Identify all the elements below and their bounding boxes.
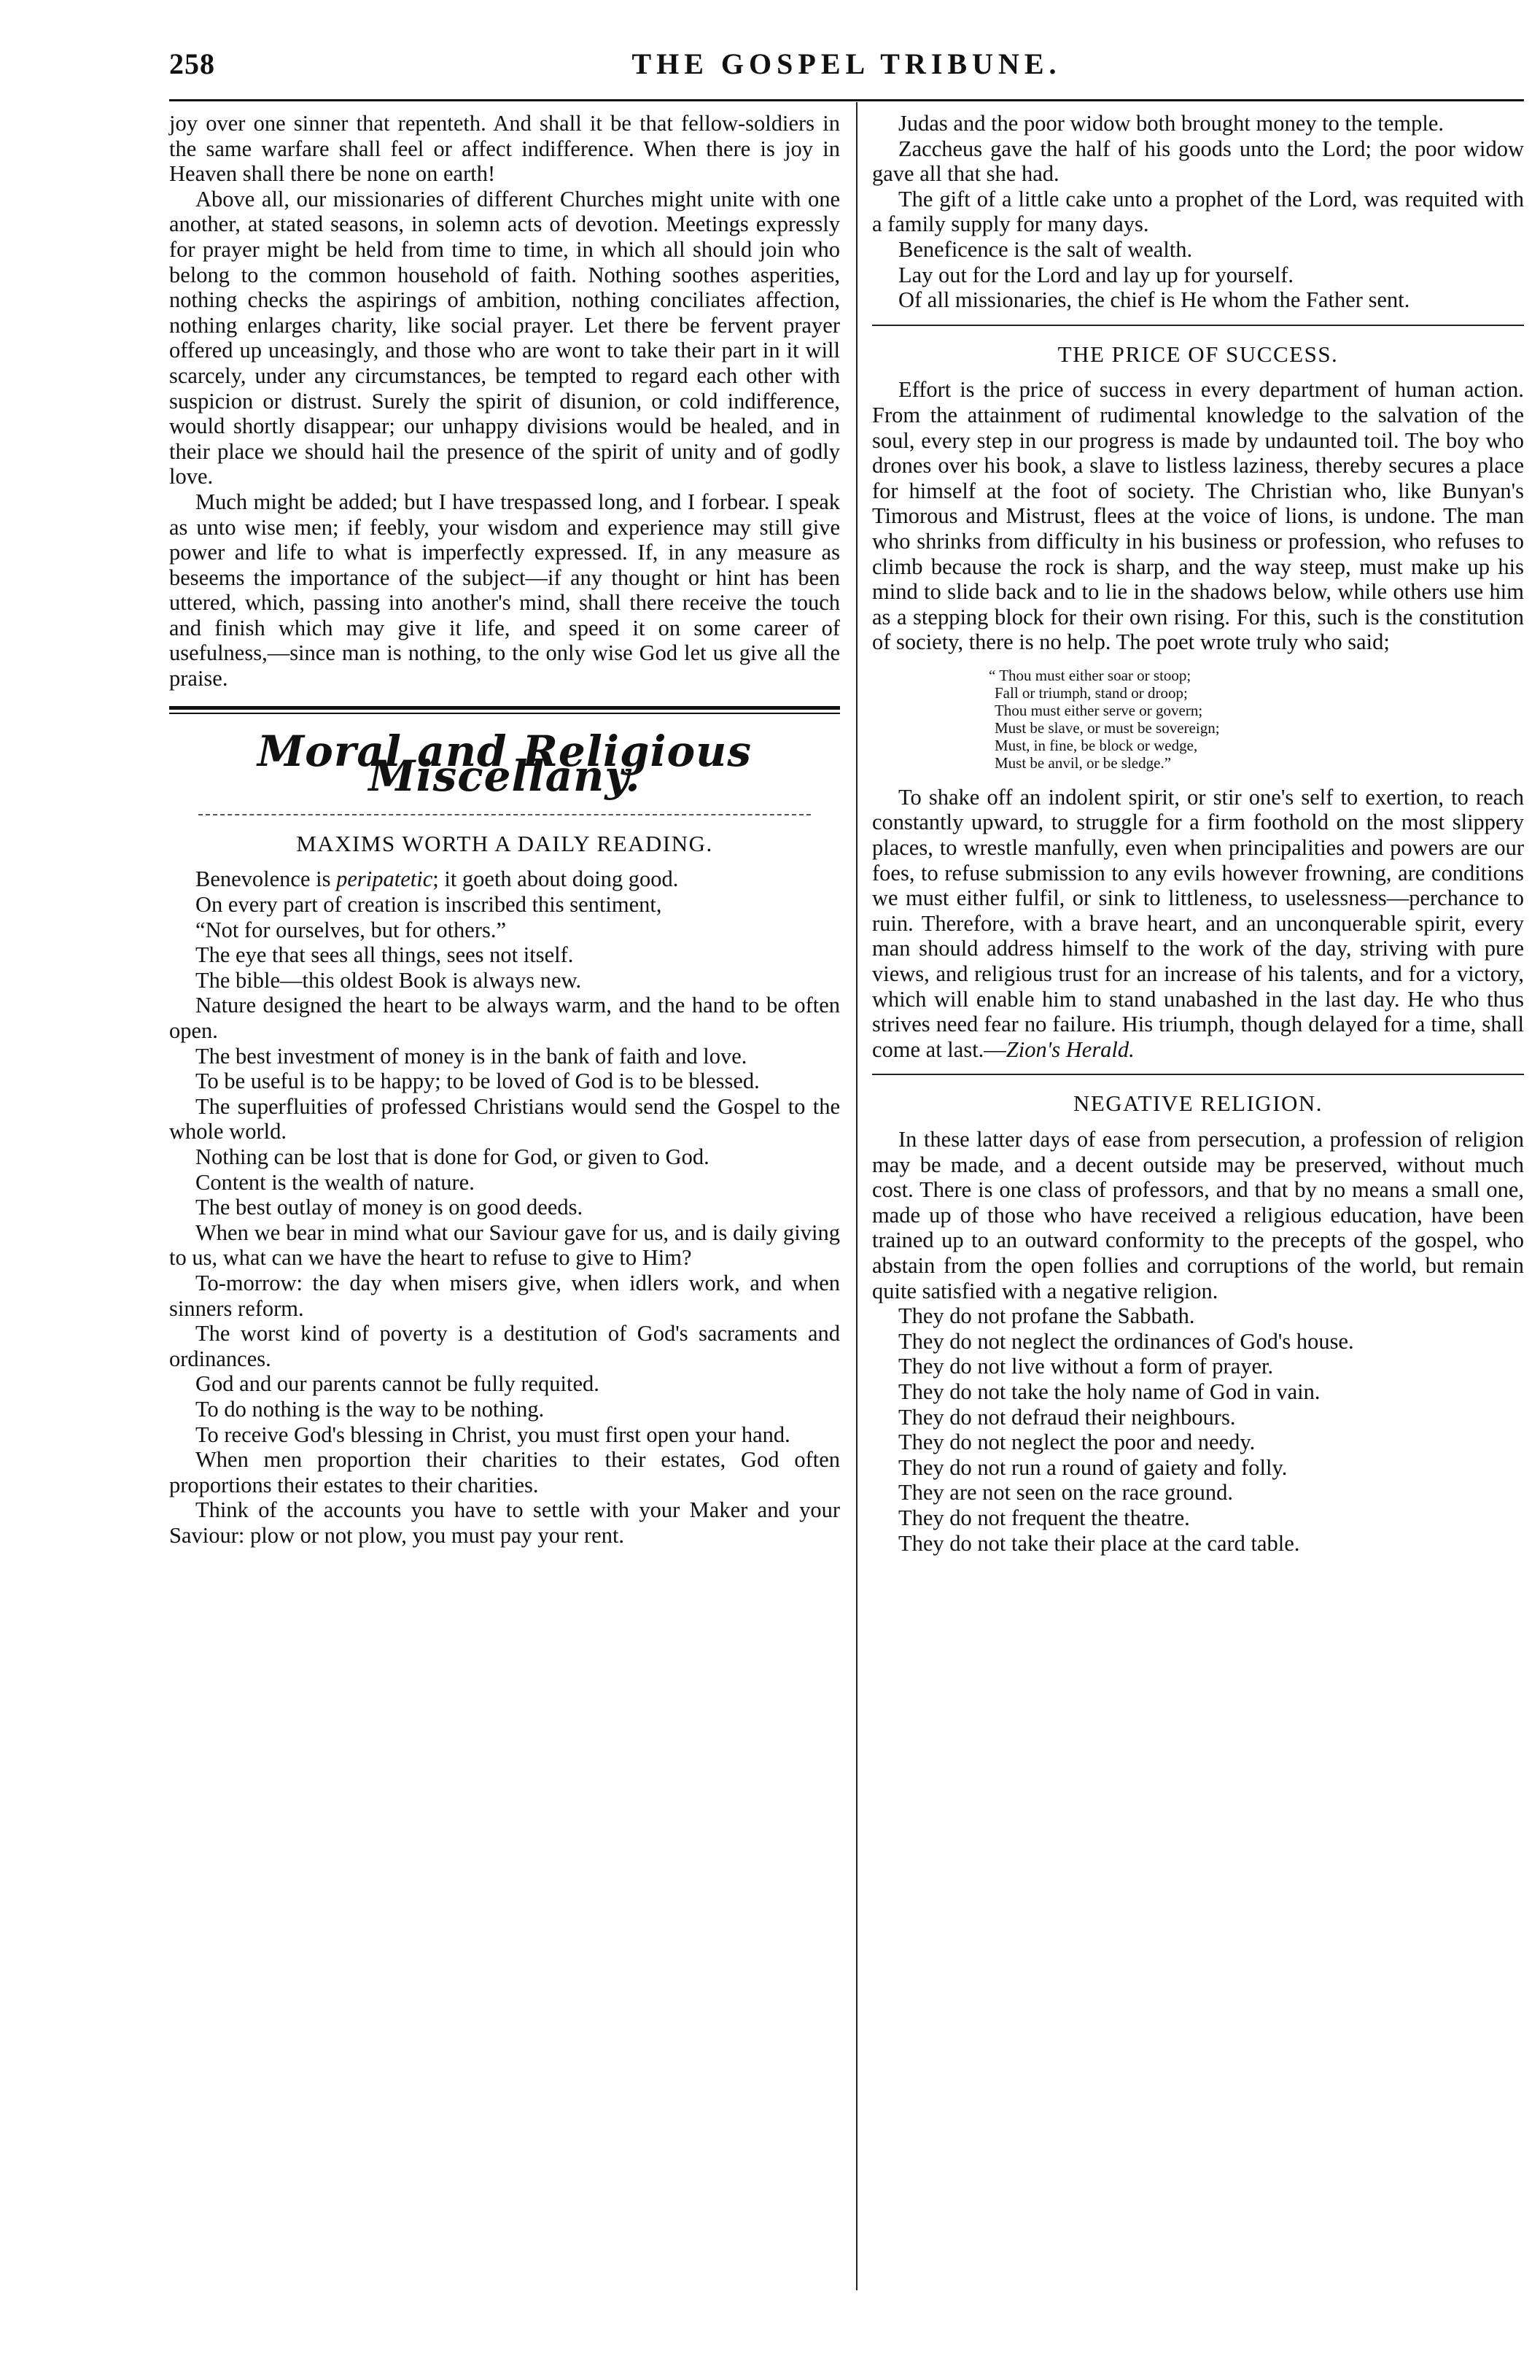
price-of-success-heading: THE PRICE OF SUCCESS.	[1057, 341, 1339, 367]
column-divider	[856, 102, 858, 2290]
attribution: Zion's Herald.	[1006, 1036, 1135, 1062]
maxim-item: When we bear in mind what our Saviour gave for us, and is daily giving to us, what can we have the heart to refuse to give to Him?	[169, 1220, 840, 1271]
list-item: They do not neglect the poor and needy.	[898, 1430, 1256, 1455]
maxim-item: Of all missionaries, the chief is He whom the Father sent.	[898, 287, 1410, 313]
maxim-item: To-morrow: the day when misers give, when idlers work, and when sinners reform.	[169, 1270, 840, 1321]
article-paragraph: Effort is the price of success in every department of human action. From the attainment of rudimental knowledge to the salvation of the soul, every step in our progress is made by undaunted toil. The boy who drones over his book, a slave to listless laziness, thereby secures a place for himself at the foot of society. The Christian who, like Bunyan's Timorous and Mistrust, flees at the voice of lions, is undone. The man who shrinks from difficulty in his business or profession, who refuses to climb because the rock is sharp, and the way steep, must make up his mind to slide back and to lie in the shadows below, while others use him as a stepping block for their own rising. For this, such is the constitution of society, there is no help. The poet wrote truly who said;	[872, 377, 1524, 655]
poem-line: Thou must either serve or govern;	[995, 701, 1203, 719]
right-column	[872, 111, 1524, 1556]
continuation-paragraph: Much might be added; but I have trespassed long, and I forbear. I speak as unto wise men; if feebly, your wisdom and experience may still give power and life to what is imperfectly expressed. If, in any measure as beseems the importance of the subject—if any thought or hint has been uttered, which, passing into another's mind, shall there receive the touch and finish which may give it life, and speed it on some career of usefulness,—since man is nothing, to the only wise God let us give all the praise.	[169, 489, 840, 691]
maxim-item: To do nothing is the way to be nothing.	[195, 1396, 545, 1422]
section-rule	[872, 1074, 1524, 1075]
maxim-item: When men proportion their charities to their estates, God often proportions their estates to their charities.	[169, 1447, 840, 1497]
section-rule	[169, 706, 840, 714]
poem-line: Must be slave, or must be sovereign;	[995, 718, 1220, 737]
maxim-item: The gift of a little cake unto a prophet of the Lord, was requited with a family supply for many days.	[872, 186, 1524, 237]
maxim-item: Judas and the poor widow both brought money to the temple.	[898, 111, 1444, 136]
maxim-item: Think of the accounts you have to settle with your Maker and your Saviour: plow or not plow, you must pay your rent.	[169, 1497, 840, 1548]
poem-quote	[989, 667, 1524, 772]
maxim-item: Nature designed the heart to be always warm, and the hand to be often open.	[169, 993, 840, 1043]
list-item: They do not profane the Sabbath.	[898, 1303, 1195, 1329]
header-rule	[169, 99, 1524, 101]
maxim-item: The eye that sees all things, sees not itself.	[195, 942, 574, 968]
list-item: They do not neglect the ordinances of God's house.	[898, 1328, 1354, 1354]
maxim-item: The best outlay of money is on good deeds.	[195, 1195, 583, 1220]
running-title: THE GOSPEL TRIBUNE.	[631, 47, 1062, 80]
section-rule	[872, 325, 1524, 326]
left-column	[169, 111, 840, 1548]
maxim-item: “Not for ourselves, but for others.”	[195, 917, 507, 942]
maxim-item: God and our parents cannot be fully requited.	[195, 1371, 599, 1397]
maxim-item: To receive God's blessing in Christ, you must first open your hand.	[195, 1422, 790, 1447]
maxim-item: Zaccheus gave the half of his goods unto the Lord; the poor widow gave all that she had.	[872, 136, 1524, 187]
maxim-item: On every part of creation is inscribed this sentiment,	[195, 892, 662, 918]
maxim-item: The bible—this oldest Book is always new.	[195, 967, 582, 993]
maxim-item: To be useful is to be happy; to be loved of God is to be blessed.	[195, 1069, 760, 1094]
list-item: They do not live without a form of prayer.	[898, 1354, 1274, 1379]
continuation-paragraph: joy over one sinner that repenteth. And shall it be that fellow-soldiers in the same warfare shall feel or affect indifference. When there is joy in Heaven shall there be none on earth!	[169, 111, 840, 187]
list-item: They do not take the holy name of God in vain.	[898, 1379, 1321, 1404]
maxim-item: Beneficence is the salt of wealth.	[898, 236, 1193, 262]
maxim-item: The best investment of money is in the bank of faith and love.	[195, 1043, 747, 1069]
poem-line: “ Thou must either soar or stoop;	[989, 666, 1191, 684]
maxim-item: Lay out for the Lord and lay up for yourself.	[898, 262, 1294, 287]
list-item: They do not defraud their neighbours.	[898, 1404, 1236, 1430]
article-paragraph-text: To shake off an indolent spirit, or stir one's self to exertion, to reach constantly upward, to struggle for a firm foothold on the most slippery places, to wrestle manfully, even when principalities and powers are our foes, to refuse submission to any evils however frowning, are conditions we must either fulfil, or sink to littleness, to uselessness—perchance to ruin. Therefore, with a brave heart, and an unconquerable spirit, every man should address himself to the work of the day, striving with pure views, and religious trust for an increase of his talents, and for a victory, which will enable him to stand unabashed in the last day. He who thus strives need fear no failure. His triumph, though delayed for a time, shall come at last.—	[872, 784, 1524, 1062]
banner-underline	[198, 814, 811, 815]
maxim-item: The worst kind of poverty is a destitution of God's sacraments and ordinances.	[169, 1321, 840, 1371]
list-item: They do not take their place at the card table.	[898, 1530, 1300, 1556]
list-item: They are not seen on the race ground.	[898, 1480, 1234, 1505]
continuation-paragraph: Above all, our missionaries of different Churches might unite with one another, at stated seasons, in solemn acts of devotion. Meetings expressly for prayer might be held from time to time, in which all should join who belong to the common household of faith. Nothing soothes asperities, nothing checks the aspirings of ambition, nothing conciliates affection, nothing enlarges charity, like social prayer. Let there be fervent prayer offered up unceasingly, and those who are wont to take their part in it will scarcely, under any circumstances, be tempted to regard each other with suspicion or distrust. Surely the spirit of disunion, or cold indifference, would shortly disappear; our unhappy divisions would be healed, and in their place we should hail the presence of the spirit of unity and of godly love.	[169, 186, 840, 489]
page-header	[169, 47, 1524, 101]
maxim-item: The superfluities of professed Christians would send the Gospel to the whole world.	[169, 1093, 840, 1144]
list-item: They do not frequent the theatre.	[898, 1505, 1190, 1530]
list-item: They do not run a round of gaiety and folly.	[898, 1454, 1288, 1480]
poem-line: Must be anvil, or be sledge.”	[995, 753, 1172, 772]
negative-religion-heading: NEGATIVE RELIGION.	[1073, 1090, 1323, 1117]
page-number: 258	[169, 47, 215, 80]
maxims-heading: MAXIMS WORTH A DAILY READING.	[296, 830, 713, 856]
poem-line: Fall or triumph, stand or droop;	[995, 683, 1188, 702]
poem-line: Must, in fine, be block or wedge,	[995, 736, 1198, 754]
article-paragraph: In these latter days of ease from persecution, a profession of religion may be made, and a decent outside may be preserved, without much cost. There is one class of professors, and that by no means a small one, made up of those who have received a religious education, have been trained up to an outward conformity to the precepts of the gospel, who abstain from the open follies and corruptions of the world, but remain quite satisfied with a negative religion.	[872, 1127, 1524, 1303]
maxim-item: Nothing can be lost that is done for God, or given to God.	[195, 1144, 709, 1169]
maxim-item: Content is the wealth of nature.	[195, 1169, 475, 1195]
article-paragraph	[872, 785, 1524, 1063]
maxim-item: Benevolence is peripatetic; it goeth about doing good.	[195, 867, 679, 892]
section-banner: Moral and Religious Miscellany.	[257, 726, 752, 802]
